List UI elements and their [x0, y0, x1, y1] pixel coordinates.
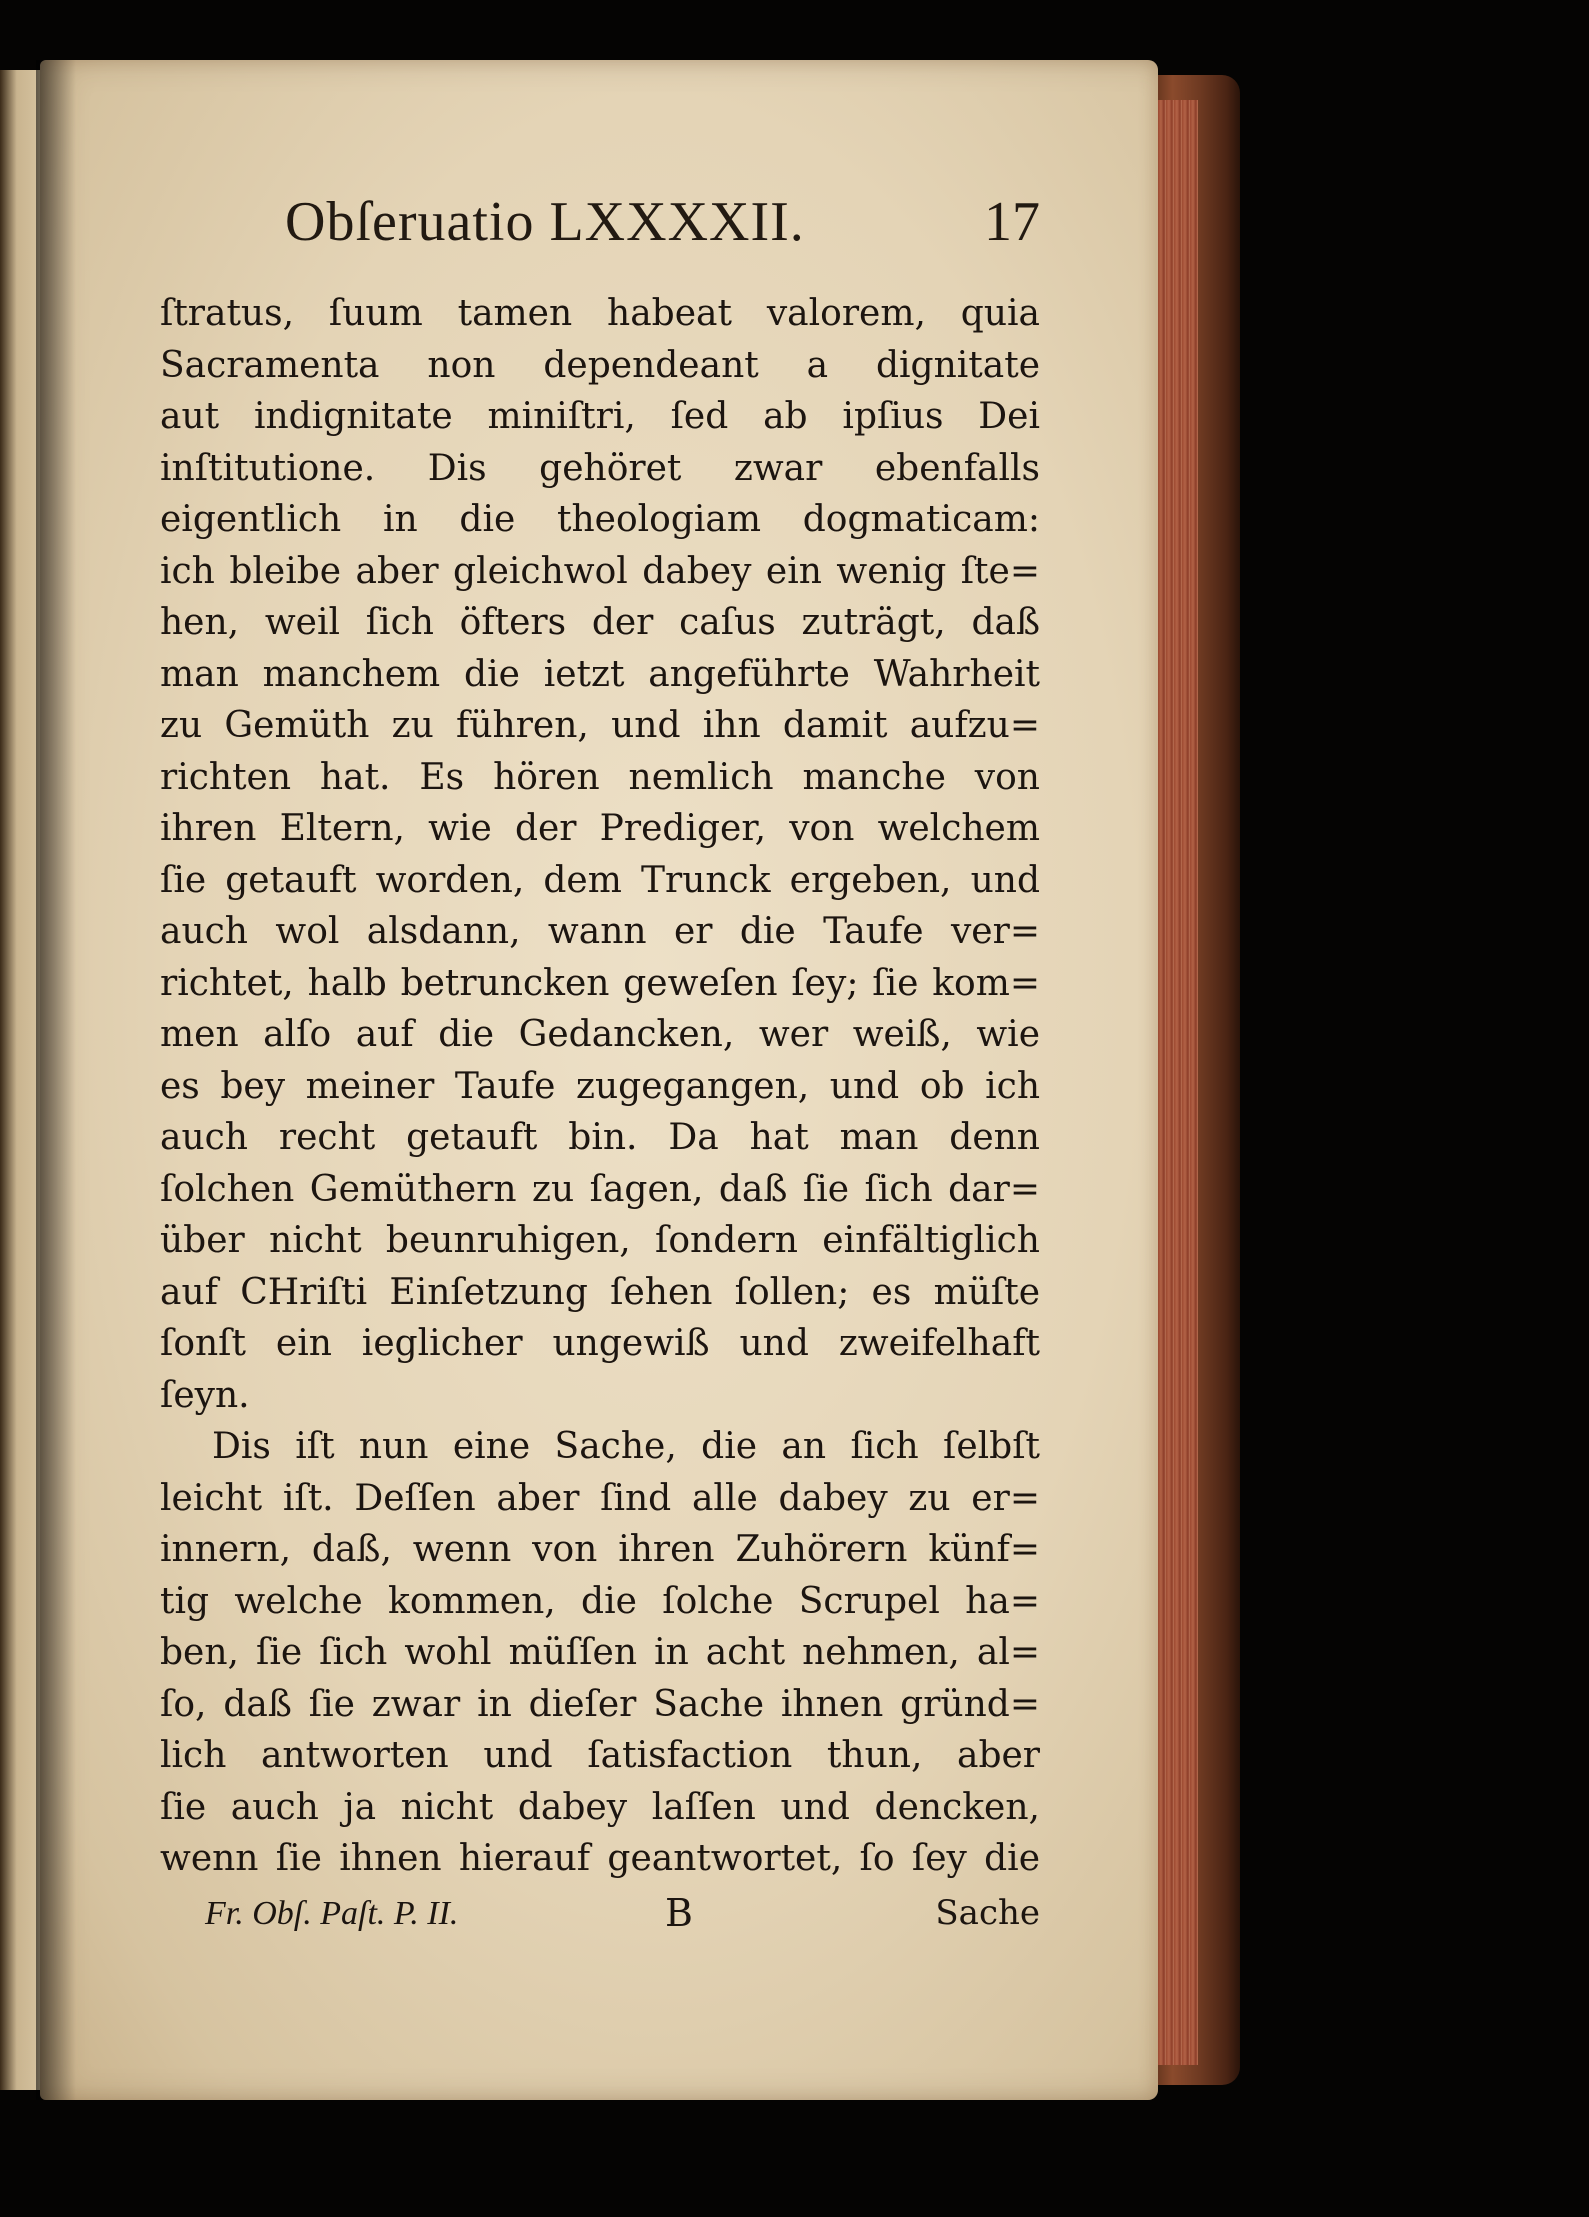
text-line: wenn ſie ihnen hierauf geantwortet, ſo ſey die: [160, 1838, 1040, 1879]
page-footer: [160, 1891, 1040, 1951]
catchword: Sache: [935, 1892, 1040, 1933]
text-line: men alſo auf die Gedancken, wer weiß, wie: [160, 1014, 1040, 1055]
text-line: auch recht getauft bin. Da hat man denn: [160, 1117, 1040, 1158]
page-header: [160, 180, 1040, 270]
signature-mark: B: [665, 1890, 693, 1935]
text-line: richtet, halb betruncken geweſen ſey; ſie kom=: [160, 962, 1040, 1004]
text-line: tig welche kommen, die ſolche Scrupel ha=: [160, 1580, 1040, 1622]
text-line: ſonſt ein ieglicher ungewiß und zweifelhaft: [160, 1323, 1040, 1364]
text-line: eigentlich in die theologiam dogmaticam:: [160, 499, 1040, 540]
gutter-shadow: [36, 60, 76, 2100]
text-line: leicht iſt. Deſſen aber ſind alle dabey zu er=: [160, 1477, 1040, 1519]
text-line: Dis iſt nun eine Sache, die an ſich ſelbſt: [212, 1426, 1040, 1467]
text-line: ſolchen Gemüthern zu ſagen, daß ſie ſich dar=: [160, 1168, 1040, 1210]
text-line: ihren Eltern, wie der Prediger, von welchem: [160, 808, 1040, 849]
text-line: lich antworten und ſatisfaction thun, aber: [160, 1735, 1040, 1776]
text-line: inſtitutione. Dis gehöret zwar ebenfalls: [160, 447, 1040, 489]
footer-signature: Fr. Obſ. Paſt. P. II.: [205, 1894, 459, 1932]
text-line: innern, daß, wenn von ihren Zuhörern künf=: [160, 1529, 1040, 1570]
page-content: [160, 180, 1040, 1951]
text-line: über nicht beunruhigen, ſondern einfältiglich: [160, 1220, 1040, 1261]
text-line: auch wol alsdann, wann er die Taufe ver=: [160, 911, 1040, 952]
text-line: hen, weil ſich öfters der caſus zuträgt, daß: [160, 602, 1040, 643]
text-line: ſie auch ja nicht dabey laſſen und dencken,: [160, 1786, 1040, 1828]
book-page: [40, 60, 1158, 2100]
text-line: ben, ſie ſich wohl müſſen in acht nehmen, al=: [160, 1632, 1040, 1673]
text-line: auf CHriſti Einſetzung ſehen ſollen; es müſte: [160, 1271, 1040, 1313]
running-title: Obſeruatio LXXXXII.: [285, 191, 805, 253]
text-line: ich bleibe aber gleichwol dabey ein wenig ſte=: [160, 550, 1040, 592]
text-line: ſeyn.: [160, 1374, 250, 1416]
text-line: Sacramenta non dependeant a dignitate: [160, 344, 1040, 386]
text-line: zu Gemüth zu führen, und ihn damit aufzu=: [160, 705, 1040, 746]
text-line: aut indignitate miniſtri, ſed ab ipſius Dei: [160, 396, 1040, 437]
page-number: 17: [984, 191, 1040, 253]
text-line: richten hat. Es hören nemlich manche von: [160, 756, 1040, 798]
text-line: ſie getauft worden, dem Trunck ergeben, und: [160, 859, 1040, 901]
text-line: ſtratus, ſuum tamen habeat valorem, quia: [160, 293, 1040, 334]
text-line: es bey meiner Taufe zugegangen, und ob ich: [160, 1065, 1040, 1107]
text-line: man manchem die ietzt angeführte Wahrheit: [160, 653, 1040, 695]
body-text: [160, 288, 1040, 1885]
text-line: ſo, daß ſie zwar in dieſer Sache ihnen gründ=: [160, 1683, 1040, 1725]
